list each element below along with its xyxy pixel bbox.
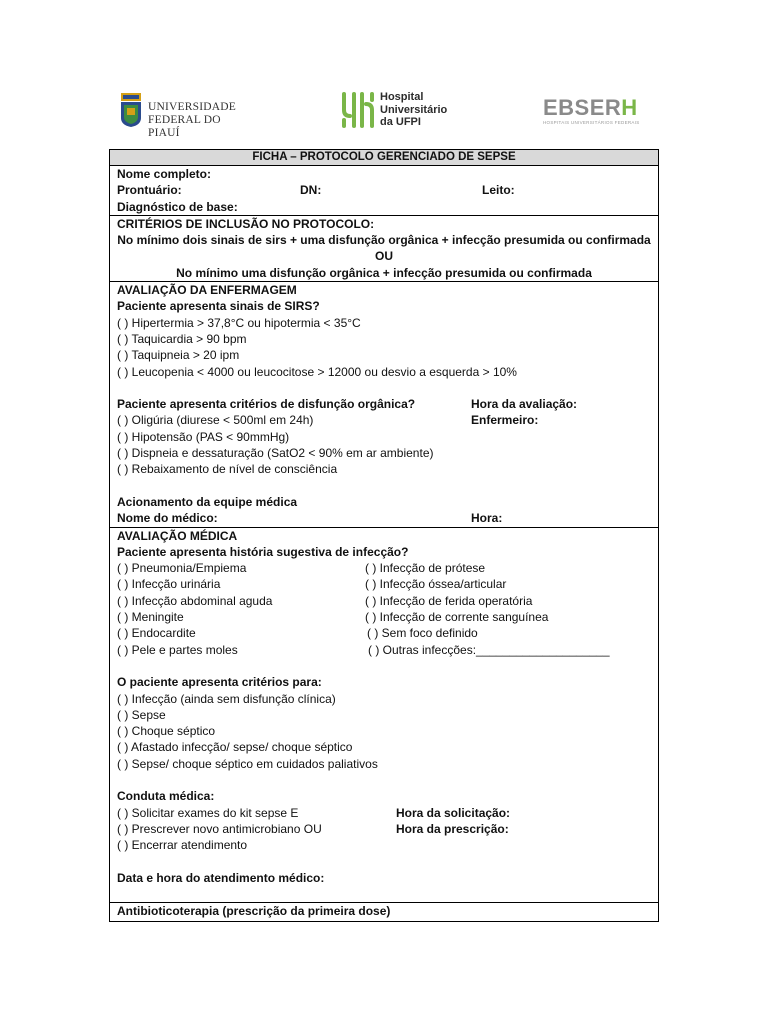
acionamento-label: Acionamento da equipe médica bbox=[117, 494, 298, 509]
medical-section bbox=[110, 527, 658, 903]
infection-option[interactable]: ( ) Infecção óssea/articular bbox=[365, 577, 507, 592]
conduta-option[interactable]: ( ) Encerrar atendimento bbox=[117, 838, 248, 853]
conduta-option[interactable]: ( ) Solicitar exames do kit sepse E bbox=[117, 805, 299, 820]
organ-row-1 bbox=[117, 396, 651, 412]
patient-section bbox=[110, 165, 658, 215]
field-hora[interactable]: Hora: bbox=[471, 511, 503, 526]
infection-row bbox=[117, 560, 651, 576]
spacer bbox=[117, 886, 651, 902]
conduta-heading: Conduta médica: bbox=[117, 789, 215, 804]
criteria-option[interactable]: ( ) Infecção (ainda sem disfunção clínica) bbox=[117, 691, 336, 706]
infection-option[interactable]: ( ) Pneumonia/Empiema bbox=[117, 561, 247, 576]
field-hora-avaliacao[interactable]: Hora da avaliação: bbox=[471, 397, 578, 412]
sirs-option[interactable]: ( ) Hipertermia > 37,8°C ou hipotermia < 35°C bbox=[117, 315, 361, 330]
field-data-hora-atendimento[interactable]: Data e hora do atendimento médico: bbox=[117, 870, 325, 885]
spacer bbox=[117, 853, 651, 869]
patient-row-2 bbox=[117, 182, 651, 198]
ebserh-wordmark bbox=[543, 97, 653, 119]
hu-line-1: Hospital bbox=[380, 91, 424, 103]
conduta-row bbox=[117, 821, 651, 837]
conduta-option[interactable]: ( ) Prescrever novo antimicrobiano OU bbox=[117, 821, 322, 836]
conduta-row bbox=[117, 805, 651, 821]
infection-row bbox=[117, 609, 651, 625]
criteria-option[interactable]: ( ) Sepse bbox=[117, 707, 166, 722]
ebserh-subtitle: HOSPITAIS UNIVERSITÁRIOS FEDERAIS bbox=[543, 120, 640, 125]
sirs-question: Paciente apresenta sinais de SIRS? bbox=[117, 299, 320, 314]
field-hora-solicitacao[interactable]: Hora da solicitação: bbox=[396, 805, 511, 820]
infection-option[interactable]: ( ) Outras infecções:____________________ bbox=[368, 642, 610, 657]
antibiotic-heading: Antibioticoterapia (prescrição da primeira dose) bbox=[117, 904, 391, 919]
sepse-protocol-form bbox=[109, 149, 659, 922]
form-title: FICHA – PROTOCOLO GERENCIADO DE SEPSE bbox=[110, 150, 658, 165]
organ-question: Paciente apresenta critérios de disfunção orgânica? bbox=[117, 397, 416, 412]
sirs-option[interactable]: ( ) Taquicardia > 90 bpm bbox=[117, 331, 247, 346]
criteria-option[interactable]: ( ) Sepse/ choque séptico em cuidados paliativos bbox=[117, 756, 378, 771]
criteria-line-2: No mínimo uma disfunção orgânica + infecção presumida ou confirmada bbox=[176, 265, 592, 280]
field-leito[interactable]: Leito: bbox=[482, 183, 515, 198]
hu-line-2: Universitário bbox=[380, 103, 448, 116]
hu-line-3: da UFPI bbox=[380, 116, 421, 128]
infection-option[interactable]: ( ) Infecção urinária bbox=[117, 577, 221, 592]
medical-heading: AVALIAÇÃO MÉDICA bbox=[117, 528, 238, 543]
nursing-section bbox=[110, 281, 658, 526]
ufpi-logo bbox=[118, 92, 238, 139]
spacer bbox=[117, 772, 651, 788]
spacer bbox=[117, 478, 651, 494]
criteria-section bbox=[110, 215, 658, 281]
hu-mark-icon bbox=[340, 90, 376, 130]
spacer bbox=[117, 658, 651, 674]
infection-row bbox=[117, 625, 651, 641]
organ-row-2 bbox=[117, 412, 651, 428]
ufpi-line-2: FEDERAL DO PIAUÍ bbox=[148, 114, 221, 139]
criteria-question: O paciente apresenta critérios para: bbox=[117, 675, 322, 690]
organ-option[interactable]: ( ) Oligúria (diurese < 500ml em 24h) bbox=[117, 413, 314, 428]
field-diagnostico[interactable]: Diagnóstico de base: bbox=[117, 199, 238, 214]
criteria-or: OU bbox=[375, 249, 393, 264]
medico-row bbox=[117, 510, 651, 526]
infection-row bbox=[117, 593, 651, 609]
infection-option[interactable]: ( ) Infecção de prótese bbox=[365, 561, 486, 576]
organ-option[interactable]: ( ) Rebaixamento de nível de consciência bbox=[117, 462, 338, 477]
sirs-option[interactable]: ( ) Taquipneia > 20 ipm bbox=[117, 348, 240, 363]
organ-option[interactable]: ( ) Dispneia e dessaturação (SatO2 < 90% em ar ambiente) bbox=[117, 446, 434, 461]
header-logos bbox=[0, 88, 768, 139]
criteria-line-1: No mínimo dois sinais de sirs + uma disfunção orgânica + infecção presumida ou confirmada bbox=[117, 233, 651, 248]
ebserh-h: H bbox=[621, 95, 638, 120]
field-hora-prescricao[interactable]: Hora da prescrição: bbox=[396, 821, 509, 836]
ufpi-name bbox=[148, 101, 238, 140]
nursing-heading: AVALIAÇÃO DA ENFERMAGEM bbox=[117, 283, 297, 298]
criteria-heading: CRITÉRIOS DE INCLUSÃO NO PROTOCOLO: bbox=[117, 216, 375, 231]
hu-name bbox=[380, 91, 447, 129]
hu-ufpi-logo bbox=[340, 88, 460, 132]
infection-option[interactable]: ( ) Meningite bbox=[117, 610, 184, 625]
organ-option[interactable]: ( ) Hipotensão (PAS < 90mmHg) bbox=[117, 429, 290, 444]
ebserh-main: EBSER bbox=[543, 95, 622, 120]
field-dn[interactable]: DN: bbox=[300, 183, 322, 198]
infection-option[interactable]: ( ) Infecção de ferida operatória bbox=[365, 593, 533, 608]
infection-option[interactable]: ( ) Sem foco definido bbox=[367, 626, 478, 641]
spacer bbox=[117, 380, 651, 396]
infection-option[interactable]: ( ) Infecção de corrente sanguínea bbox=[365, 610, 549, 625]
ebserh-logo bbox=[543, 97, 653, 129]
antibiotic-section bbox=[110, 902, 658, 920]
field-prontuario[interactable]: Prontuário: bbox=[117, 183, 182, 198]
field-enfermeiro[interactable]: Enfermeiro: bbox=[471, 413, 539, 428]
ufpi-seal-icon bbox=[118, 92, 144, 128]
infection-row bbox=[117, 642, 651, 658]
infection-option[interactable]: ( ) Pele e partes moles bbox=[117, 642, 238, 657]
infection-row bbox=[117, 576, 651, 592]
infection-option[interactable]: ( ) Endocardite bbox=[117, 626, 196, 641]
ufpi-line-1: UNIVERSIDADE bbox=[148, 101, 237, 113]
criteria-option[interactable]: ( ) Choque séptico bbox=[117, 724, 216, 739]
field-nome[interactable]: Nome completo: bbox=[117, 167, 212, 181]
sirs-option[interactable]: ( ) Leucopenia < 4000 ou leucocitose > 12000 ou desvio a esquerda > 10% bbox=[117, 364, 517, 379]
infection-question: Paciente apresenta história sugestiva de infecção? bbox=[117, 544, 409, 559]
infection-option[interactable]: ( ) Infecção abdominal aguda bbox=[117, 593, 273, 608]
field-nome-medico[interactable]: Nome do médico: bbox=[117, 511, 218, 526]
criteria-option[interactable]: ( ) Afastado infecção/ sepse/ choque séptico bbox=[117, 740, 353, 755]
